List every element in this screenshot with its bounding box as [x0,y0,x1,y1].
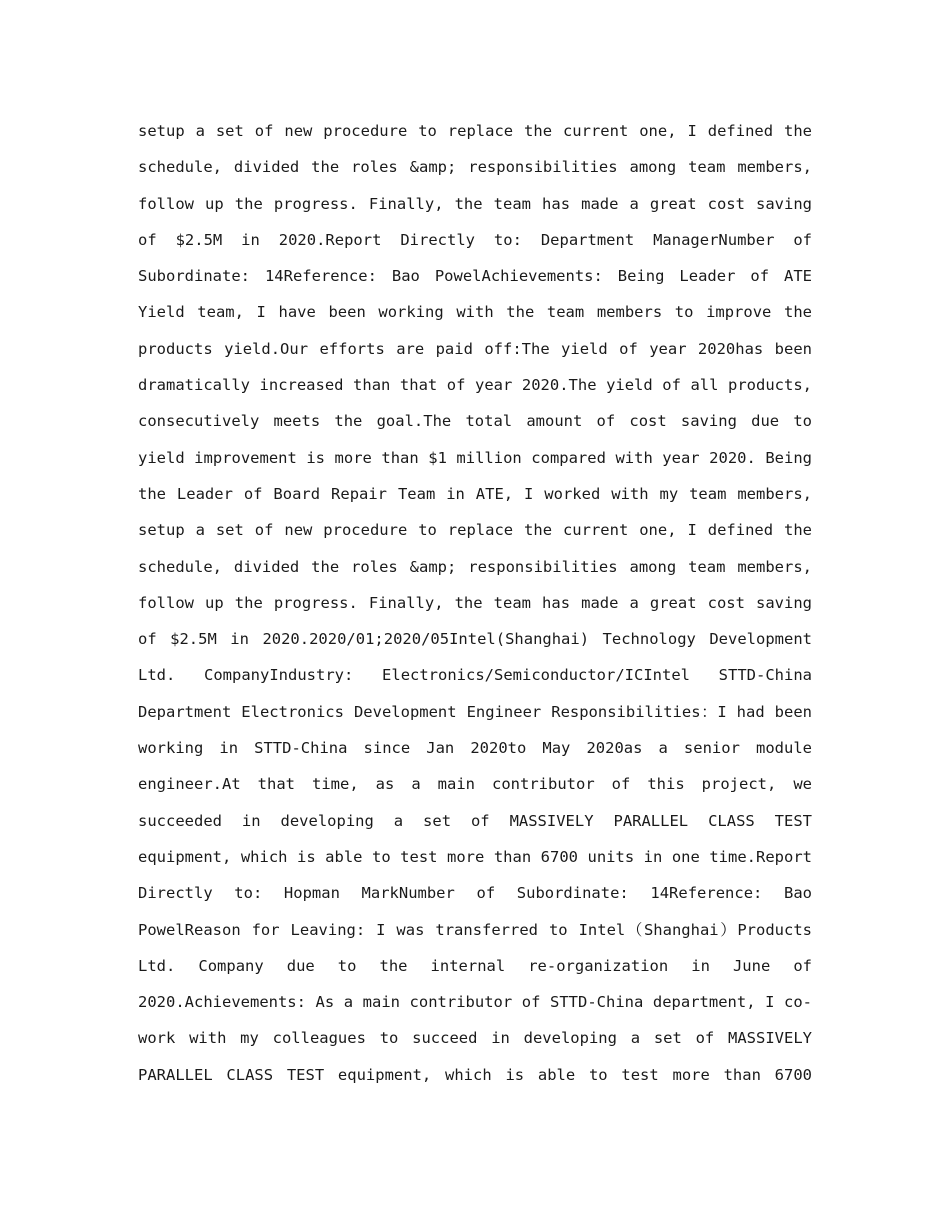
text-line: products yield.Our efforts are paid off:The yield of year 2020has been [138,339,812,358]
text-line: follow up the progress. Finally, the team has made a great cost saving [138,593,812,612]
text-line: schedule, divided the roles &amp; responsibilities among team members, [138,557,812,576]
text-line: Yield team, I have been working with the team members to improve the [138,303,812,322]
text-line: engineer.At that time, as a main contributor of this project, we [138,775,812,794]
text-line: Department Electronics Development Engineer Responsibilities：I had been [138,702,812,721]
text-line: equipment, which is able to test more than 6700 units in one time.Report [138,847,812,866]
text-line: Directly to: Hopman MarkNumber of Subordinate: 14Reference: Bao [138,884,812,903]
text-line: setup a set of new procedure to replace the current one, I defined the [138,122,812,140]
text-line: consecutively meets the goal.The total amount of cost saving due to [138,412,812,431]
text-line: yield improvement is more than $1 million compared with year 2020. Being [138,448,812,467]
text-line: 2020.Achievements: As a main contributor of STTD-China department, I co- [138,993,812,1012]
text-line: Ltd. CompanyIndustry: Electronics/Semiconductor/ICIntel STTD-China [138,666,812,685]
text-line: PARALLEL CLASS TEST equipment, which is able to test more than 6700 [138,1065,812,1084]
text-line: of $2.5M in 2020.Report Directly to: Department ManagerNumber of [138,230,812,249]
text-line: succeeded in developing a set of MASSIVELY PARALLEL CLASS TEST [138,811,812,830]
text-line: the Leader of Board Repair Team in ATE, I worked with my team members, [138,484,812,503]
text-line: setup a set of new procedure to replace the current one, I defined the [138,521,812,540]
text-line: Ltd. Company due to the internal re-organization in June of [138,956,812,975]
text-line: schedule, divided the roles &amp; responsibilities among team members, [138,158,812,177]
text-line: of $2.5M in 2020.2020/01;2020/05Intel(Shanghai) Technology Development [138,630,812,649]
text-line: follow up the progress. Finally, the team has made a great cost saving [138,194,812,213]
text-line: Subordinate: 14Reference: Bao PowelAchievements: Being Leader of ATE [138,267,812,286]
text-line: dramatically increased than that of year 2020.The yield of all products, [138,376,812,395]
body-text [138,113,812,1093]
text-line: PowelReason for Leaving: I was transferred to Intel（Shanghai）Products [138,920,812,939]
text-line: work with my colleagues to succeed in developing a set of MASSIVELY [138,1029,812,1048]
text-line: working in STTD-China since Jan 2020to May 2020as a senior module [138,739,812,758]
